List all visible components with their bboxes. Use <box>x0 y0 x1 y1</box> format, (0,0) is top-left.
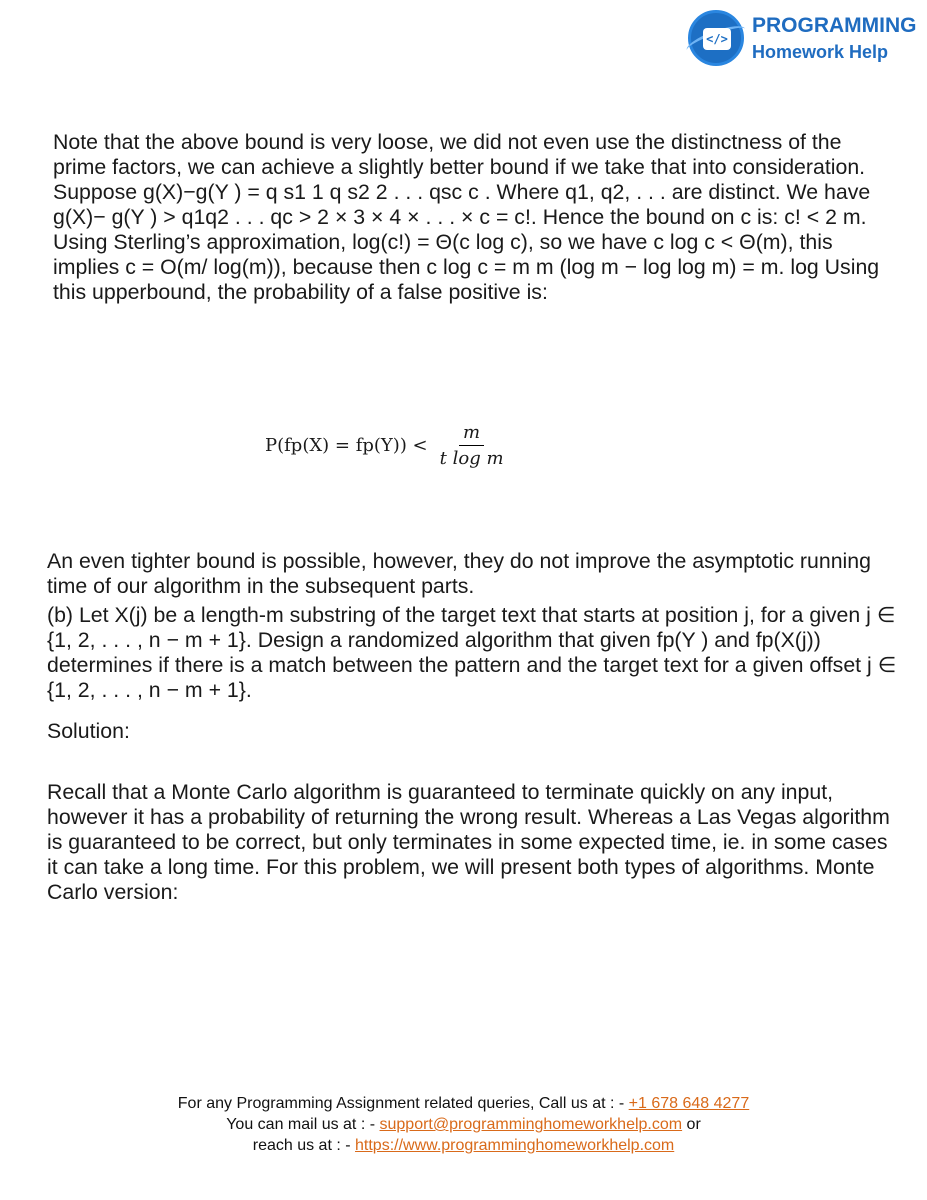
footer-line-email <box>0 1114 927 1135</box>
formula-numerator: m <box>459 422 484 446</box>
phone-link[interactable]: +1 678 648 4277 <box>628 1095 750 1112</box>
footer-line-website <box>0 1135 927 1156</box>
paragraph-bound-discussion: Note that the above bound is very loose, we did not even use the distinctness of the prime factors, we can achieve a slightly better bound if we take that into consideration. Suppose g(X)−g(Y ) = q s1 1 q s2 2 . . . qsc c . Where q1, q2, . . . are distinct. We have g(X)− g(Y ) > q1q2 . . . qc > 2 × 3 × 4 × . . . × c = c!. Hence the bound on c is: c! < 2 m. Using Sterling’s approximation, log(c!) = Θ(c log c), so we have c log c < Θ(m), this implies c = O(m/ log(m)), because then c log c = m m (log m − log log m) = m. log Using this upperbound, the probability of a false positive is: <box>53 130 880 304</box>
paragraph-monte-carlo: Recall that a Monte Carlo algorithm is guaranteed to terminate quickly on any input, however it has a probability of returning the wrong result. Whereas a Las Vegas algorithm is guaranteed to be correct, but only terminates in some expected time, ie. in some cases it can take a long time. For this problem, we will present both types of algorithms. Monte Carlo version: <box>47 780 890 904</box>
solution-heading: Solution: <box>47 719 130 743</box>
false-positive-formula <box>265 422 508 469</box>
footer-or-text: or <box>686 1116 701 1133</box>
website-link[interactable]: https://www.programminghomeworkhelp.com <box>355 1137 675 1154</box>
logo-title-line1: PROGRAMMING <box>752 14 917 37</box>
logo-title-line2: Homework Help <box>752 42 889 62</box>
footer-email-label: You can mail us at : - <box>226 1116 376 1133</box>
code-globe-icon <box>688 10 744 66</box>
formula-denominator: t log m <box>439 448 504 469</box>
logo-code-glyph: </> <box>703 28 731 50</box>
email-link[interactable]: support@programminghomeworkhelp.com <box>379 1116 683 1133</box>
paragraph-tighter-bound: An even tighter bound is possible, however, they do not improve the asymptotic running time of our algorithm in the subsequent parts. <box>47 549 871 598</box>
footer-phone-label: For any Programming Assignment related queries, Call us at : - <box>177 1095 625 1112</box>
footer-website-label: reach us at : - <box>252 1137 351 1154</box>
paragraph-part-b-question: (b) Let X(j) be a length-m substring of the target text that starts at position j, for a given j ∈ {1, 2, . . . , n − m + 1}. Design a randomized algorithm that given fp(Y ) and fp(X(j)) determines if there is a match between the pattern and the target text for a given offset j ∈ {1, 2, . . . , n − m + 1}. <box>47 603 897 702</box>
contact-footer <box>0 1093 927 1156</box>
formula-lhs: P(fp(X) = fp(Y)) < <box>265 435 428 456</box>
formula-fraction <box>436 422 508 469</box>
footer-line-phone <box>0 1093 927 1114</box>
brand-logo <box>688 6 920 68</box>
